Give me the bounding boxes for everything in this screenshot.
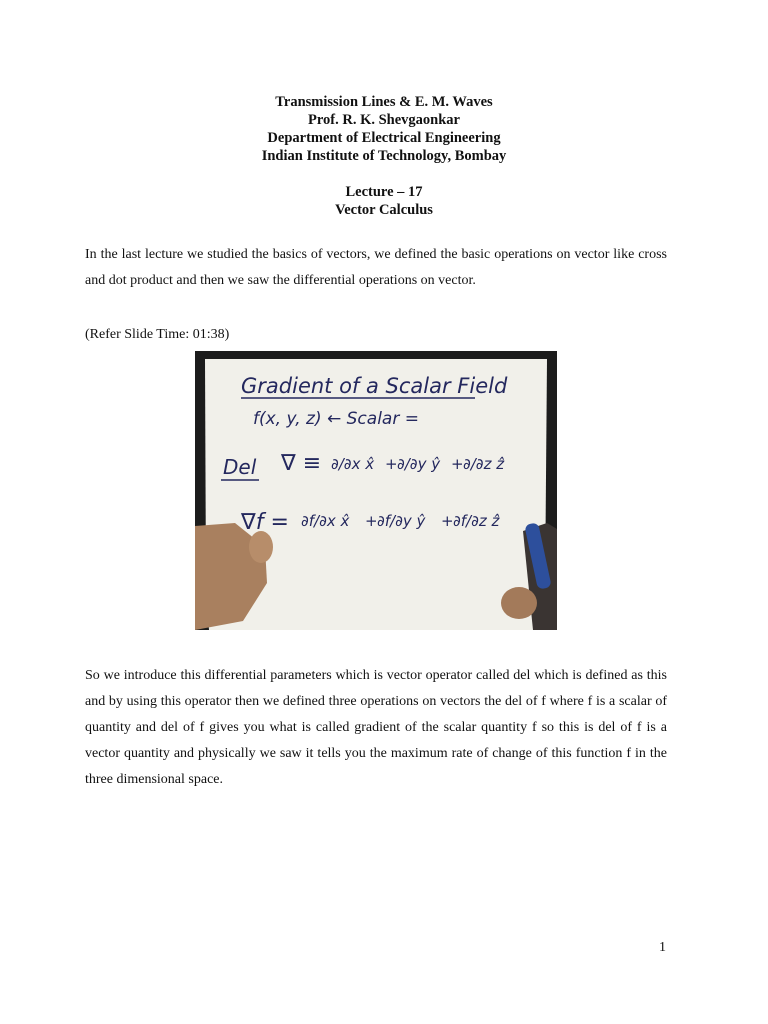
slide-reference: (Refer Slide Time: 01:38) <box>85 327 230 342</box>
professor-name: Prof. R. K. Shevgaonkar <box>308 112 460 128</box>
lecture-topic: Vector Calculus <box>335 202 433 218</box>
intro-paragraph: In the last lecture we studied the basics of vectors, we defined the basic operations on vector like cross and dot product and then we saw the differential operations on vector. <box>85 247 667 288</box>
lecture-number: Lecture – 17 <box>345 184 423 200</box>
department-name: Department of Electrical Engineering <box>267 130 501 146</box>
document-header <box>0 93 768 165</box>
page-number: 1 <box>659 940 666 955</box>
slide-scalar-line: f(x, y, z) ← Scalar = <box>253 409 419 429</box>
course-title: Transmission Lines & E. M. Waves <box>275 94 493 110</box>
slide-del-term-y: ∂/∂y ŷ <box>397 455 441 473</box>
lecture-heading <box>0 183 768 219</box>
institute-name: Indian Institute of Technology, Bombay <box>261 148 507 164</box>
slide-title: Gradient of a Scalar Field <box>241 374 508 398</box>
explanation-paragraph: So we introduce this differential parameters which is vector operator called del which is defined as this and by using this operator then we defined three operations on vectors the del of f where f is a scalar of quantity and del of f gives you what is called gradient of the scalar quantity f so this is del of f is a vector quantity and physically we saw it tells you the maximum rate of change of this function f in the three dimensional space. <box>85 668 667 787</box>
lecture-slide-image <box>195 351 557 630</box>
slide-grad-term-x: ∂f/∂x x̂ <box>301 512 350 530</box>
slide-del-term-z: ∂/∂z ẑ <box>463 455 505 473</box>
svg-text:+: + <box>365 512 378 530</box>
slide-grad-term-y: ∂f/∂y ŷ <box>377 512 426 530</box>
slide-del-label: Del <box>223 455 257 479</box>
slide-del-term-x: ∂/∂x x̂ <box>331 455 375 473</box>
slide-grad-term-z: ∂f/∂z ẑ <box>453 512 500 530</box>
slide-del-symbol: ∇ ≡ <box>281 451 322 476</box>
svg-text:+: + <box>451 455 464 473</box>
svg-text:+: + <box>385 455 398 473</box>
slide-grad-symbol: ∇f = <box>241 510 289 535</box>
svg-text:+: + <box>441 512 454 530</box>
